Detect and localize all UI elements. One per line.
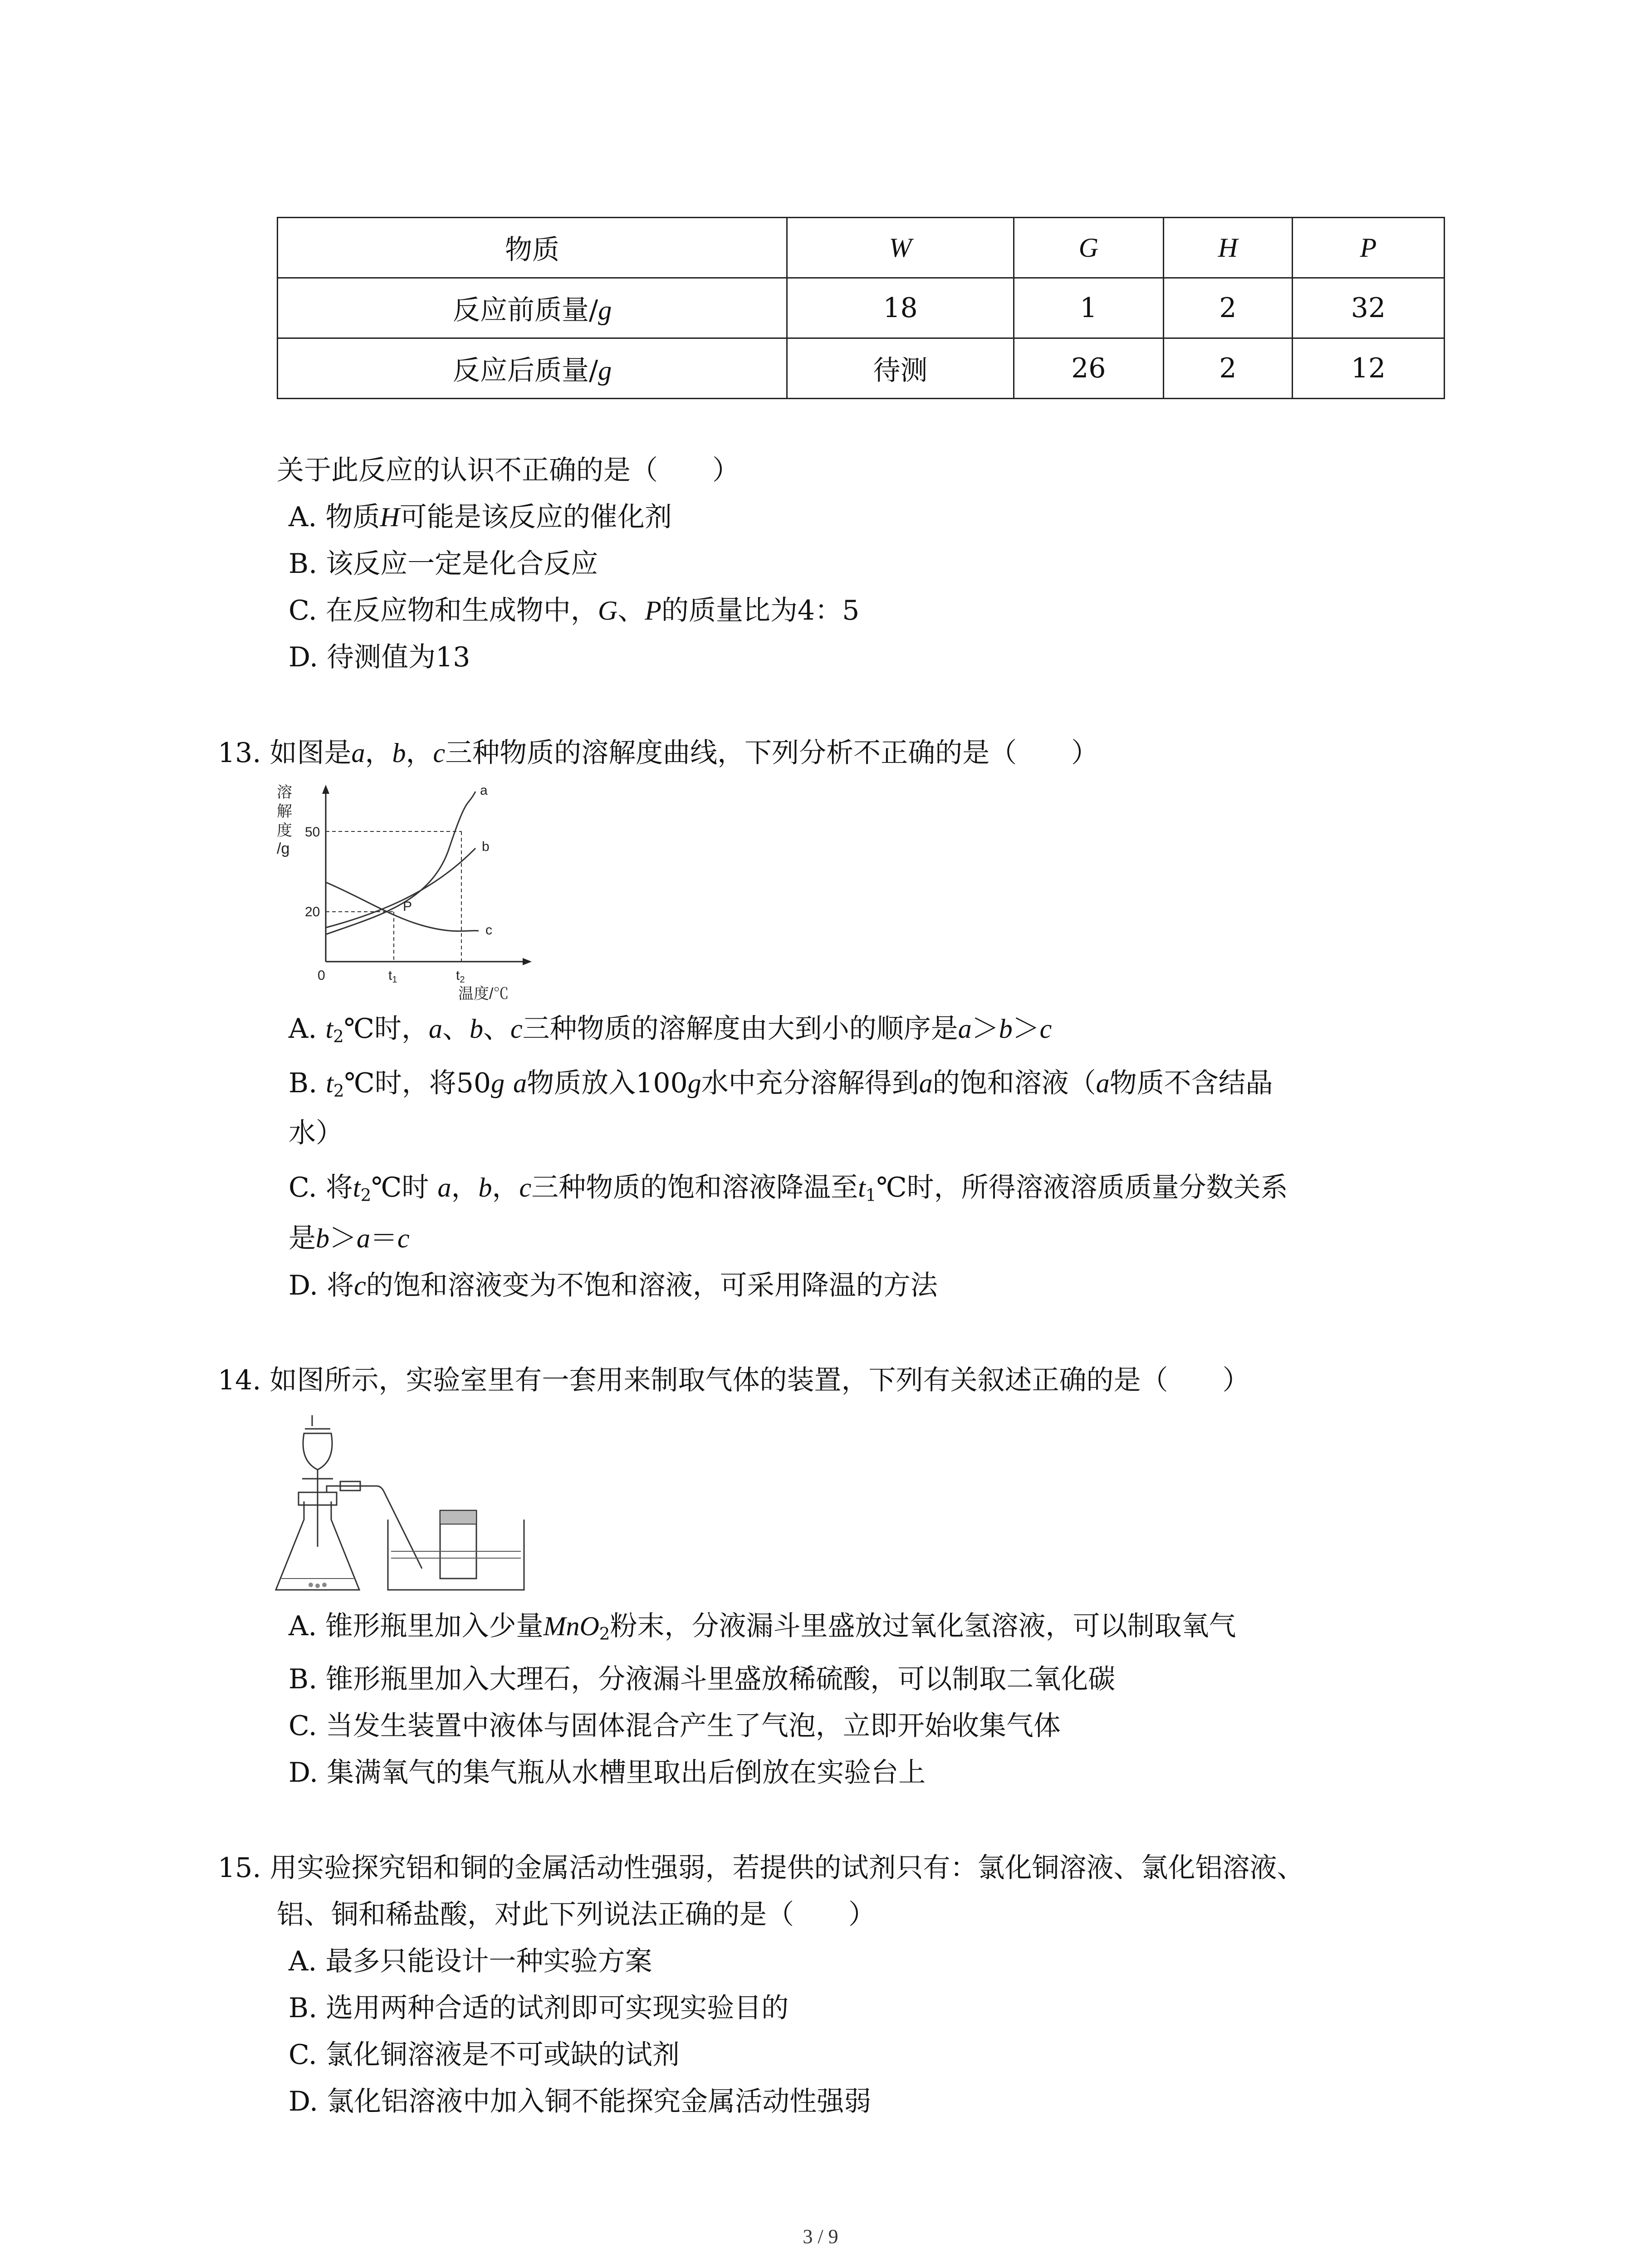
table-cell: 2 — [1163, 338, 1292, 399]
tick-50: 50 — [305, 825, 320, 840]
q13-stem: 13. 如图是a，b，c三种物质的溶解度曲线，下列分析不正确的是（ ） — [218, 737, 1099, 769]
x-axis-arrow — [523, 958, 532, 965]
curve-a — [326, 792, 475, 934]
header-cell: G — [1014, 218, 1163, 278]
y-axis-label: 解 — [277, 803, 292, 820]
y-axis-label: 度 — [277, 822, 292, 839]
q13-option-c-cont: 是b＞a＝c — [289, 1222, 410, 1254]
q13-option-b-cont: 水） — [289, 1117, 343, 1149]
x-axis-label: 温度/℃ — [458, 985, 509, 1002]
table-row — [278, 338, 1445, 399]
origin-label: 0 — [318, 968, 325, 983]
tick-20: 20 — [305, 904, 320, 919]
water-trough — [388, 1520, 524, 1590]
row-label: 反应前质量/g — [278, 278, 787, 338]
q14-stem: 14. 如图所示，实验室里有一套用来制取气体的装置，下列有关叙述正确的是（ ） — [218, 1364, 1250, 1396]
row-label: 反应后质量/g — [278, 338, 787, 399]
q12-option-c: C. 在反应物和生成物中，G、P的质量比为4：5 — [289, 595, 860, 626]
table-row — [278, 278, 1445, 338]
table-cell: 32 — [1292, 278, 1444, 338]
q14-option-a: A. 锥形瓶里加入少量MnO$_2$粉末，分液漏斗里盛放过氧化氢溶液，可以制取氧气 — [289, 1610, 1236, 1644]
delivery-tube — [327, 1486, 422, 1569]
solubility-curve-graph — [272, 780, 563, 1002]
q12-option-a: A. 物质H可能是该反应的催化剂 — [289, 501, 672, 533]
curve-b — [326, 848, 475, 928]
tick-t2: $t_2$ — [456, 968, 465, 985]
point-p-label: P — [403, 899, 412, 914]
q14-option-c: C. 当发生装置中液体与固体混合产生了气泡，立即开始收集气体 — [289, 1710, 1061, 1742]
data-table — [277, 217, 1445, 399]
q12-stem: 关于此反应的认识不正确的是（ ） — [277, 455, 740, 486]
y-axis-label: /g — [277, 840, 290, 857]
q13-option-b: B. $t_2℃$时，将50g a物质放入100g水中充分溶解得到a的饱和溶液（a物质不含结晶 — [289, 1067, 1273, 1101]
q15-option-c: C. 氯化铜溶液是不可或缺的试剂 — [289, 2039, 680, 2071]
curve-c-label: c — [485, 923, 492, 938]
header-cell: 物质 — [278, 218, 787, 278]
header-cell: W — [787, 218, 1014, 278]
tick-t1: $t_1$ — [388, 968, 397, 985]
q13-option-a: A. $t_2℃$时，a、b、c三种物质的溶解度由大到小的顺序是a＞b＞c — [289, 1013, 1052, 1046]
table-cell: 18 — [787, 278, 1014, 338]
jar-gas-space — [440, 1510, 476, 1524]
q12-option-b: B. 该反应一定是化合反应 — [289, 548, 598, 580]
table-header-row — [278, 218, 1445, 278]
table-cell: 12 — [1292, 338, 1444, 399]
curve-a-label: a — [480, 783, 488, 798]
separatory-funnel — [303, 1433, 332, 1470]
header-cell: P — [1292, 218, 1444, 278]
table-cell: 待测 — [787, 338, 1014, 399]
q13-option-c: C. 将$t_2℃$时 a，b，c三种物质的饱和溶液降温至$t_1℃$时，所得溶液溶质质量分数关系 — [289, 1172, 1288, 1205]
q13-option-d: D. 将c的饱和溶液变为不饱和溶液，可采用降温的方法 — [289, 1270, 938, 1301]
gas-apparatus-diagram — [272, 1406, 526, 1597]
table-cell: 2 — [1163, 278, 1292, 338]
q15-option-d: D. 氯化铝溶液中加入铜不能探究金属活动性强弱 — [289, 2086, 872, 2117]
q14-option-b: B. 锥形瓶里加入大理石，分液漏斗里盛放稀硫酸，可以制取二氧化碳 — [289, 1663, 1116, 1695]
q12-option-d: D. 待测值为13 — [289, 641, 470, 673]
header-cell: H — [1163, 218, 1292, 278]
curve-b-label: b — [482, 839, 490, 854]
q14-option-d: D. 集满氧气的集气瓶从水槽里取出后倒放在实验台上 — [289, 1757, 926, 1789]
y-axis-label: 溶 — [277, 784, 292, 801]
curve-c — [326, 882, 479, 931]
table-cell: 1 — [1014, 278, 1163, 338]
q15-stem-cont: 铝、铜和稀盐酸，对此下列说法正确的是（ ） — [277, 1899, 876, 1931]
y-axis-arrow — [322, 785, 329, 794]
q15-option-b: B. 选用两种合适的试剂即可实现实验目的 — [289, 1992, 789, 2024]
q15-option-a: A. 最多只能设计一种实验方案 — [289, 1945, 652, 1977]
table-cell: 26 — [1014, 338, 1163, 399]
page-number: 3 / 9 — [803, 2225, 838, 2248]
q15-stem: 15. 用实验探究铝和铜的金属活动性强弱，若提供的试剂只有：氯化铜溶液、氯化铝溶液、 — [218, 1852, 1304, 1884]
